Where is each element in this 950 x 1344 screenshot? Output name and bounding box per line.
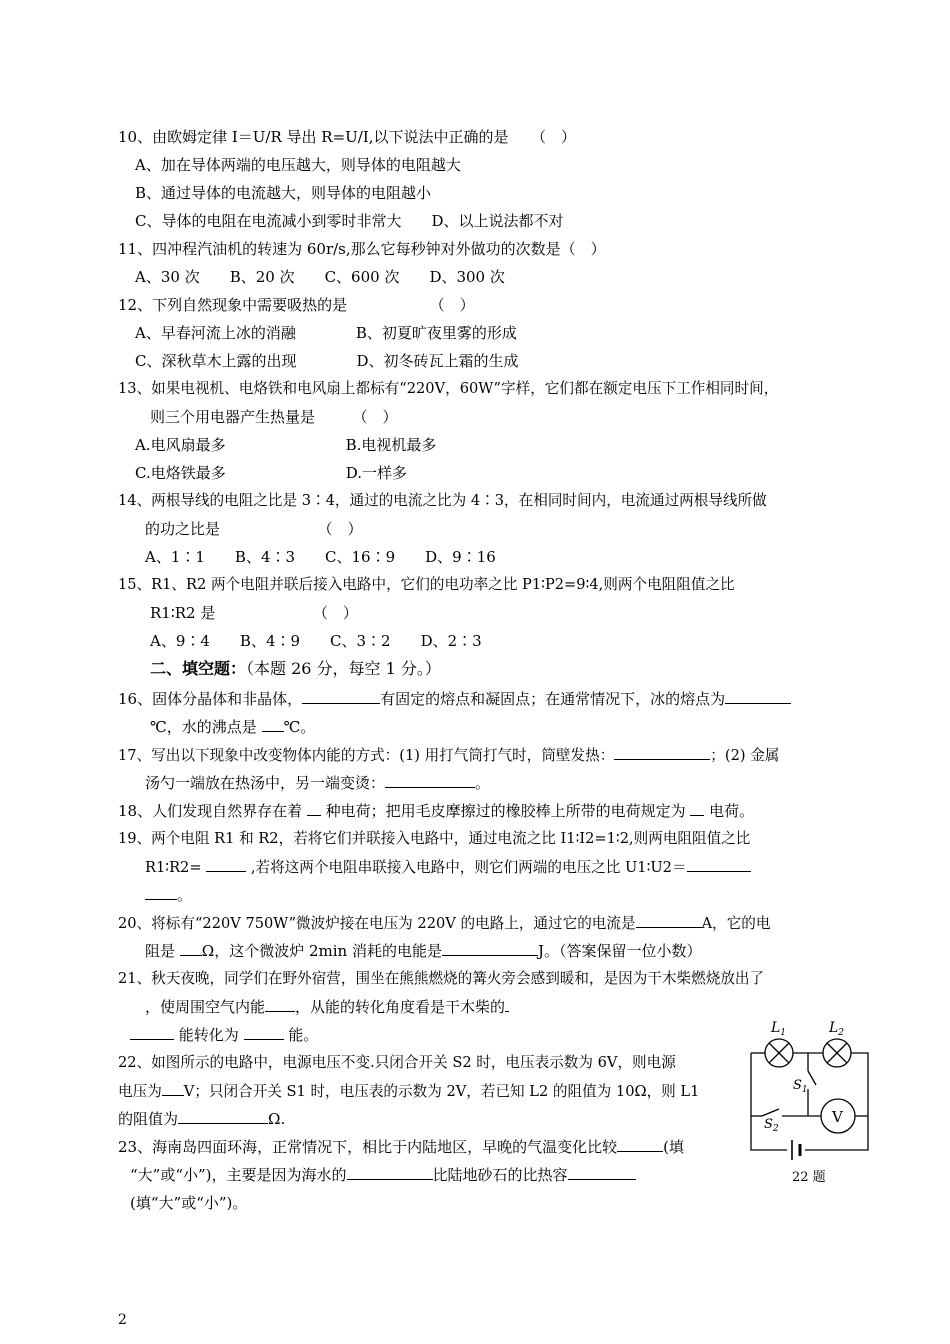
q21-text-c: 能转化为	[174, 1026, 244, 1044]
q18-blank-1[interactable]	[307, 801, 321, 816]
q21-line3	[130, 1025, 318, 1045]
switch-s1-icon	[808, 1071, 816, 1085]
q23-text-d: 比陆地砂石的比热容	[432, 1166, 568, 1184]
q23-text-c: “大”或“小”)，主要是因为海水的	[130, 1166, 347, 1184]
q20-text-c: 阻是	[145, 942, 180, 960]
q23-blank-1[interactable]	[617, 1137, 663, 1152]
q19-line2	[145, 857, 751, 878]
q17-line1	[118, 745, 779, 766]
label-l2: $L_2$	[829, 1020, 845, 1038]
q20-text-a: 20、将标有“220V 750W”微波炉接在电压为 220V 的电路上，通过它的电流是	[118, 915, 636, 932]
q12-stem: 12、下列自然现象中需要吸热的是 （ ）	[118, 296, 475, 314]
section-title: 二、填空题：	[150, 659, 247, 678]
q19-blank-2b[interactable]	[145, 885, 177, 900]
q17-text-d: 。	[475, 774, 491, 792]
q17-text-b: ；(2) 金属	[710, 747, 780, 764]
q23-line2	[130, 1165, 636, 1185]
q23-text-b: (填	[663, 1138, 684, 1156]
q18-blank-2[interactable]	[690, 801, 704, 816]
q20-text-d: Ω，这个微波炉 2min 消耗的电能是	[201, 942, 442, 960]
q17-line2	[145, 773, 490, 793]
label-s1: $S_1$	[793, 1078, 808, 1095]
q10-option-b: B、通过导体的电流越大，则导体的电阻越小	[135, 184, 432, 202]
q15-stem-line1: 15、R1、R2 两个电阻并联后接入电路中，它们的电功率之比 P1∶P2=9∶4,则两个电阻阻值之比	[118, 576, 735, 593]
q19-line3	[145, 885, 192, 905]
q14-options: A、1∶1 B、4∶3 C、16∶9 D、9∶16	[145, 548, 496, 566]
q10-stem: 10、由欧姆定律 I＝U/R 导出 R=U/I,以下说法中正确的是 （ ）	[118, 128, 577, 146]
q14-stem-line1: 14、两根导线的电阻之比是 3∶4，通过的电流之比为 4∶3，在相同时间内，电流通过两根导线所做	[118, 492, 767, 509]
q20-text-b: A，它的电	[701, 915, 771, 932]
q17-blank-1[interactable]	[614, 745, 710, 760]
q13-options-ab: A.电风扇最多 B.电视机最多	[135, 436, 437, 454]
switch-s2-icon	[762, 1109, 779, 1116]
q13-stem-line2: 则三个用电器产生热量是 （ ）	[150, 408, 398, 426]
wire-left	[751, 1053, 787, 1150]
q20-blank-3[interactable]	[442, 941, 538, 956]
q19-line1: 19、两个电阻 R1 和 R2，若将它们并联接入电路中，通过电流之比 I1∶I2=1∶2,则两电阻阻值之比	[118, 830, 751, 847]
q16-line1	[118, 689, 791, 709]
q15-stem-line2: R1∶R2 是 （ ）	[150, 604, 358, 622]
q16-blank-2[interactable]	[725, 689, 791, 704]
label-s2: $S_2$	[764, 1117, 779, 1134]
q22-line2	[118, 1081, 699, 1102]
q19-text-b: ,若将这两个电阻串联接入电路中，则它们两端的电压之比 U1∶U2＝	[246, 859, 687, 876]
q22-text-b: V；只闭合开关 S1 时，电压表的示数为 2V，若已知 L2 的阻值为 10Ω，则 L1	[183, 1083, 700, 1100]
q18-line	[118, 801, 754, 821]
q21-text-b: ，从能的转化角度看是干木柴的	[295, 998, 506, 1016]
q22-blank-1[interactable]	[162, 1081, 184, 1096]
q11-stem: 11、四冲程汽油机的转速为 60r/s,那么它每秒钟对外做功的次数是（ ）	[118, 240, 606, 258]
section-note: （本题 26 分，每空 1 分。）	[246, 659, 441, 678]
q19-text-a: R1∶R2=	[145, 859, 207, 876]
q19-blank-1[interactable]	[206, 857, 246, 872]
q16-blank-3[interactable]	[262, 717, 284, 732]
q10-option-a: A、加在导体两端的电压越大，则导体的电阻越大	[135, 156, 461, 174]
q21-text-a: ，使周围空气内能	[145, 998, 266, 1016]
q20-text-e: J。（答案保留一位小数）	[537, 942, 702, 960]
q18-text-c: 电荷。	[704, 802, 755, 820]
q12-options-cd: C、深秋草木上露的出现 D、初冬砖瓦上霜的生成	[135, 352, 519, 370]
q21-line1: 21、秋天夜晚，同学们在野外宿营，围坐在熊熊燃烧的篝火旁会感到暖和，是因为干木柴燃烧放出了	[118, 970, 765, 987]
q23-blank-3[interactable]	[568, 1165, 636, 1180]
q16-line2	[150, 717, 315, 737]
q13-stem-line1: 13、如果电视机、电烙铁和电风扇上都标有“220V，60W”字样，它们都在额定电压下工作相同时间，	[118, 380, 779, 397]
q21-blank-2[interactable]	[130, 1025, 174, 1040]
q17-text-a: 17、写出以下现象中改变物体内能的方式：(1) 用打气筒打气时，筒壁发热：	[118, 747, 615, 764]
q22-blank-2[interactable]	[178, 1109, 268, 1124]
circuit-diagram	[738, 1010, 888, 1190]
voltmeter-label: V	[832, 1108, 843, 1126]
page-number: 2	[118, 1312, 127, 1328]
q22-text-c: 的阻值为	[118, 1110, 179, 1128]
q20-line1	[118, 913, 771, 934]
q17-blank-2[interactable]	[385, 773, 475, 788]
q20-line2	[145, 941, 702, 961]
q20-blank-2[interactable]	[180, 941, 202, 956]
q16-text-d: ℃。	[283, 718, 316, 736]
q22-line1: 22、如图所示的电路中，电源电压不变.只闭合开关 S2 时，电压表示数为 6V，则电源	[118, 1054, 676, 1071]
q21-blank-3[interactable]	[244, 1025, 284, 1040]
lamp-l2-icon	[823, 1039, 851, 1067]
label-l1: $L_1$	[771, 1020, 787, 1038]
q16-text-a: 16、固体分晶体和非晶体，	[118, 690, 303, 708]
q15-options: A、9∶4 B、4∶9 C、3∶2 D、2∶3	[150, 632, 482, 650]
q14-stem-line2: 的功之比是 （ ）	[145, 520, 363, 538]
q21-text-d: 能。	[283, 1026, 319, 1044]
q21-line2	[145, 997, 509, 1017]
q21-blank-mark	[505, 997, 509, 1012]
q19-text-c: 。	[177, 886, 193, 904]
q23-line1	[118, 1137, 684, 1157]
q10-option-cd: C、导体的电阻在电流减小到零时非常大 D、以上说法都不对	[135, 212, 564, 230]
q16-text-c: ℃，水的沸点是	[150, 718, 262, 736]
q22-line3	[118, 1109, 285, 1129]
q22-text-d: Ω.	[268, 1110, 286, 1128]
q23-text-a: 23、海南岛四面环海，正常情况下，相比于内陆地区，早晚的气温变化比较	[118, 1138, 618, 1156]
lamp-l1-icon	[765, 1039, 793, 1067]
section-heading	[150, 659, 441, 679]
q19-blank-2a[interactable]	[687, 857, 751, 872]
q18-text-a: 18、人们发现自然界存在着	[118, 802, 307, 820]
q12-options-ab: A、早春河流上冰的消融 B、初夏旷夜里雾的形成	[135, 324, 517, 342]
q16-blank-1[interactable]	[302, 689, 380, 704]
q13-options-cd: C.电烙铁最多 D.一样多	[135, 464, 407, 482]
q16-text-b: 有固定的熔点和凝固点；在通常情况下，冰的熔点为	[380, 690, 726, 708]
q11-options: A、30 次 B、20 次 C、600 次 D、300 次	[135, 268, 505, 286]
q21-blank-1[interactable]	[265, 997, 295, 1012]
q17-text-c: 汤勺一端放在热汤中，另一端变烫：	[145, 774, 386, 792]
q18-text-b: 种电荷；把用毛皮摩擦过的橡胶棒上所带的电荷规定为	[320, 802, 691, 820]
q22-text-a: 电压为	[118, 1083, 162, 1100]
q23-line3: (填“大”或“小”)。	[130, 1194, 248, 1212]
figure-caption: 22 题	[792, 1170, 826, 1185]
q20-blank-1[interactable]	[636, 913, 702, 928]
q23-blank-2[interactable]	[347, 1165, 433, 1180]
